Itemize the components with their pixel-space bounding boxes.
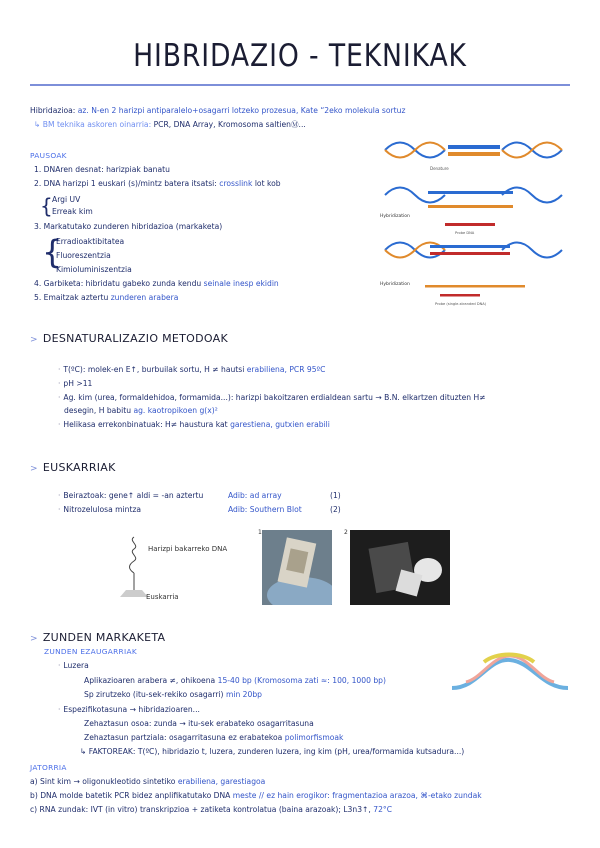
step-4: 4. Garbiketa: hibridatu gabeko zunda kendu seinale inesp ekidin [34, 279, 279, 288]
denat-item-3b: desegin, H babitu ag. kaotropikoen g(x)² [64, 406, 218, 415]
step-3-radio: Erradioaktibitatea [56, 237, 125, 246]
probe-hybrid-illustration [448, 648, 572, 698]
support-item-1: · Beiraztoak: gene↑ aldi = -an aztertu [58, 491, 203, 501]
probe-item-specificity: · Espezifikotasuna → hibridazioaren... [58, 705, 200, 715]
step-3: 3. Markatutako zunderen hibridazioa (markaketa) [34, 222, 223, 231]
step-1: 1. DNAren desnat: harizpiak banatu [34, 165, 170, 174]
origin-c: c) RNA zundak: IVT (in vitro) transkripzioa + zatiketa kontrolatua (baina arazoak); L3n3↑, 72°C [30, 805, 392, 814]
probes-heading: > ZUNDEN MARKAKETA [30, 631, 166, 644]
intro-line-2-text: PCR, DNA Array, Kromosoma saltienⓂ... [153, 120, 306, 129]
support-item-2-example: Adib: Southern Blot [228, 505, 302, 514]
probe-item-length-app: Aplikazioaren arabera ≠, ohikoena 15-40 bp (Kromosoma zati ≈: 100, 1000 bp) [84, 676, 386, 685]
step-3-fluor: Fluoreszentzia [56, 251, 111, 260]
label-support: Euskarria [146, 593, 179, 601]
brace-3: { [42, 233, 63, 271]
label-probe-caption: Probe (single-stranded DNA) [435, 302, 487, 306]
step-3-chemilum: Kimioluminiszentzia [56, 265, 132, 274]
step-2-chem: Erreak kim [52, 207, 93, 216]
dna-denatured [380, 188, 562, 236]
probe-item-partial: Zehaztasun partziala: osagarritasuna ez erabatekoa polimorfismoak [84, 733, 344, 742]
label-single-strand-dna: Harizpi bakarreko DNA [148, 545, 228, 553]
denat-item-2: · pH >11 [58, 379, 92, 389]
intro-definition: az. N-en 2 harizpi antiparalelo+osagarri lotzeko prozesua, Kate “2eko molekula sortuz [77, 106, 406, 115]
denat-heading: > DESNATURALIZAZIO METODOAK [30, 332, 228, 345]
probe-item-factors: ↳ FAKTOREAK: T(ºC), hibridazio t, luzera, zunderen luzera, ing kim (pH, urea/formamida kutsadura...) [80, 747, 465, 756]
step-2-uv: Argi UV [52, 195, 81, 204]
label-hybridization-2: Hybridization [380, 282, 410, 287]
probes-subheading: ZUNDEN EZAUGARRIAK [44, 647, 137, 656]
photo-2-membrane-image [350, 530, 450, 605]
support-item-2: · Nitrozelulosa mintza [58, 505, 141, 515]
step-2: 2. DNA harizpi 1 euskari (s)/mintz batera itsatsi: crosslink lot kob [34, 179, 281, 188]
intro-line-2 [34, 120, 306, 130]
origin-b: b) DNA molde batetik PCR bidez anplifikatutako DNA meste // ez hain erogikor: fragmentazioa arazoa, ⌘-etako zundak [30, 791, 482, 800]
photo-1-slide-image [262, 530, 332, 605]
label-denature: Denature [430, 166, 449, 171]
label-probe-dna: Probe DNA [455, 231, 475, 235]
origin-heading: JATORRIA [30, 763, 67, 772]
probe-item-length: · Luzera [58, 661, 89, 671]
support-item-1-ref: (1) [330, 491, 341, 500]
support-figure [110, 535, 240, 610]
dna-double-helix [385, 143, 562, 172]
support-item-1-example: Adib: ad array [228, 491, 282, 500]
title-underline [30, 84, 570, 86]
hybridization-diagram [380, 135, 570, 315]
intro-line-2-prefix: ↳ BM teknika askoren oinarria: [34, 120, 152, 129]
photo-1-number: 1 [258, 529, 262, 536]
steps-heading: PAUSOAK [30, 151, 67, 160]
step-5: 5. Emaitzak aztertu zunderen arabera [34, 293, 179, 302]
probe-item-full: Zehaztasun osoa: zunda → itu-sek erabateko osagarritasuna [84, 719, 314, 728]
support-item-2-ref: (2) [330, 505, 341, 514]
photo-2-number: 2 [344, 529, 348, 536]
intro-term: Hibridazioa: [30, 106, 76, 115]
page-title: HIBRIDAZIO - TEKNIKAK [133, 38, 467, 74]
denat-item-4: · Helikasa errekonbinatuak: H≠ haustura kat garestiena, gutxien erabili [58, 420, 330, 430]
supports-heading: > EUSKARRIAK [30, 461, 116, 474]
denat-item-1: · T(ºC): molek-en E↑, burbuilak sortu, H ≠ hautsi erabiliena, PCR 95ºC [58, 365, 325, 375]
dna-hybridized [380, 243, 562, 307]
brace-2: { [40, 194, 53, 218]
probe-item-length-min: Sp zirutzeko (itu-sek-rekiko osagarri) min 20bp [84, 690, 262, 699]
intro-line-1 [30, 106, 405, 116]
label-hybridization-1: Hybridization [380, 214, 410, 219]
denat-item-3: · Ag. kim (urea, formaldehidoa, formamida...): harizpi bakoitzaren erdialdean sartu → B.N. elkartzen dituzten H≠ [58, 393, 486, 403]
origin-a: a) Sint kim → oligonukleotido sintetiko erabiliena, garestiagoa [30, 777, 266, 786]
